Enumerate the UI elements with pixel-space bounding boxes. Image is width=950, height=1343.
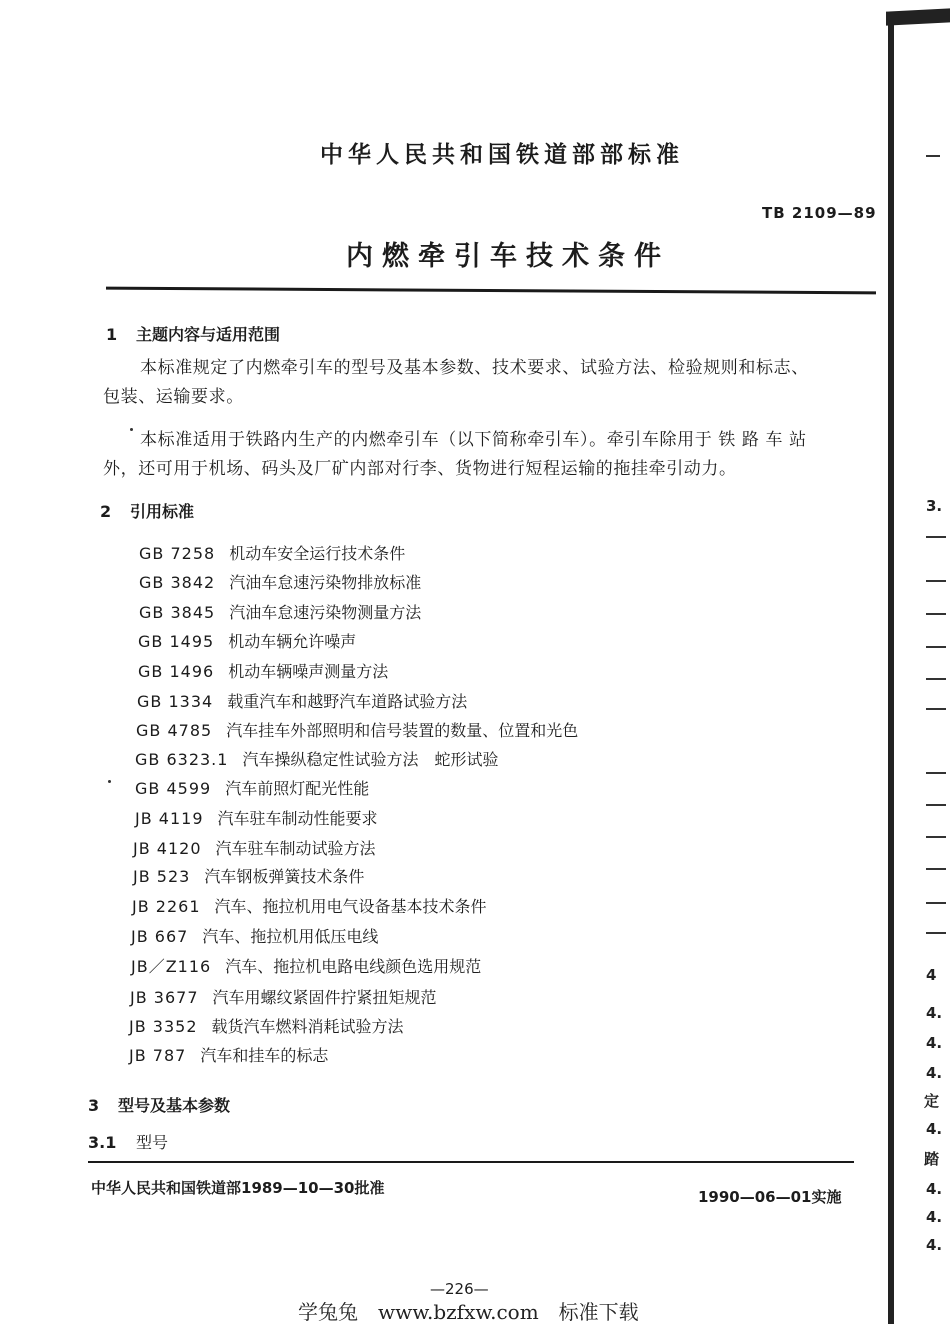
reference-item (131, 954, 481, 977)
edge-mark (926, 804, 946, 806)
reference-item (135, 776, 369, 799)
reference-code: GB 1334 (137, 692, 214, 711)
reference-item (139, 600, 421, 623)
edge-mark (926, 678, 946, 680)
edge-mark (926, 613, 946, 615)
reference-item (137, 689, 467, 712)
edge-label: 踏 (924, 1150, 940, 1168)
reference-item (129, 1043, 328, 1066)
edge-mark (926, 708, 946, 710)
reference-title: 机动车辆允许噪声 (228, 632, 357, 651)
edge-label: 4. (926, 1004, 943, 1022)
edge-label: 4. (926, 1120, 943, 1138)
section-2-number: 2 (100, 502, 112, 521)
reference-title: 载货汽车燃料消耗试验方法 (211, 1017, 404, 1036)
section-1-para-1-line-1: 本标准规定了内燃牵引车的型号及基本参数、技术要求、试验方法、检验规则和标志、 (140, 358, 809, 378)
reference-code: JB 2261 (132, 897, 201, 916)
document-title: 内燃牵引车技术条件 (346, 241, 670, 272)
page-number: —226— (430, 1280, 489, 1298)
bottom-rule (88, 1161, 854, 1163)
reference-title: 机动车安全运行技术条件 (229, 544, 406, 563)
reference-code: JB 4119 (135, 809, 204, 828)
reference-code: JB 4120 (133, 839, 202, 858)
reference-code: JB 667 (131, 927, 189, 946)
edge-label: 定 (924, 1092, 940, 1110)
section-1-number: 1 (106, 325, 118, 344)
top-rule (106, 287, 876, 295)
reference-code: GB 1495 (138, 632, 215, 651)
edge-label: 4 (926, 966, 937, 984)
reference-code: JB 523 (133, 867, 191, 886)
reference-item (136, 718, 578, 741)
reference-item (133, 836, 376, 859)
reference-title: 机动车辆噪声测量方法 (228, 662, 389, 681)
reference-title: 汽车和挂车的标志 (200, 1046, 329, 1065)
edge-mark (926, 772, 946, 774)
section-2-title: 引用标准 (130, 502, 195, 521)
edge-mark (926, 932, 946, 934)
section-3-1-heading (88, 1130, 168, 1153)
section-2-heading (100, 499, 194, 522)
edge-label: 4. (926, 1034, 943, 1052)
org-title: 中华人民共和国铁道部部标准 (320, 142, 684, 168)
reference-code: GB 3845 (139, 603, 216, 622)
reference-title: 汽车挂车外部照明和信号装置的数量、位置和光色 (226, 721, 579, 740)
reference-item (139, 570, 421, 593)
reference-item (130, 985, 437, 1008)
adjacent-page-binding (888, 14, 894, 1324)
reference-item (132, 894, 487, 917)
section-1-heading (106, 322, 280, 345)
reference-item (139, 541, 405, 564)
reference-title: 汽油车怠速污染物排放标准 (229, 573, 422, 592)
reference-code: GB 7258 (139, 544, 216, 563)
reference-item (138, 659, 388, 682)
scan-speck (130, 428, 133, 431)
section-3-heading (88, 1093, 230, 1116)
edge-mark (926, 646, 946, 648)
section-3-number: 3 (88, 1096, 100, 1115)
edge-mark (926, 902, 946, 904)
reference-code: GB 4599 (135, 779, 212, 798)
reference-title: 汽车操纵稳定性试验方法 蛇形试验 (242, 750, 499, 769)
section-3-1-title: 型号 (136, 1133, 169, 1152)
adjacent-page-edge (886, 8, 950, 25)
edge-label: 4. (926, 1208, 943, 1226)
approval-line: 中华人民共和国铁道部1989—10—30批准 (91, 1179, 385, 1197)
reference-code: GB 3842 (139, 573, 216, 592)
section-3-1-number: 3.1 (88, 1133, 117, 1152)
section-1-title: 主题内容与适用范围 (136, 325, 281, 344)
reference-item (138, 629, 356, 652)
reference-title: 汽车前照灯配光性能 (225, 779, 370, 798)
edge-mark (926, 580, 946, 582)
edge-mark (926, 155, 940, 157)
reference-code: JB／Z116 (131, 957, 212, 976)
reference-title: 汽油车怠速污染物测量方法 (229, 603, 422, 622)
reference-title: 汽车、拖拉机用电气设备基本技术条件 (214, 897, 487, 916)
reference-code: GB 6323.1 (135, 750, 229, 769)
reference-title: 汽车驻车制动试验方法 (215, 839, 376, 858)
reference-code: JB 3352 (129, 1017, 198, 1036)
reference-item (135, 806, 378, 829)
scan-speck (108, 780, 111, 783)
reference-item (133, 864, 364, 887)
section-1-para-1-line-2: 包装、运输要求。 (103, 387, 244, 407)
reference-code: GB 4785 (136, 721, 213, 740)
edge-label: 4. (926, 1064, 943, 1082)
reference-title: 汽车驻车制动性能要求 (217, 809, 378, 828)
reference-item (131, 924, 378, 947)
effective-date: 1990—06—01实施 (698, 1188, 842, 1206)
edge-label: 4. (926, 1236, 943, 1254)
reference-title: 汽车钢板弹簧技术条件 (204, 867, 365, 886)
watermark: 学兔兔 www.bzfxw.com 标准下载 (298, 1300, 639, 1324)
reference-title: 汽车、拖拉机电路电线颜色选用规范 (225, 957, 482, 976)
reference-item (129, 1014, 404, 1037)
reference-title: 汽车、拖拉机用低压电线 (202, 927, 379, 946)
reference-item (135, 747, 498, 770)
edge-mark (926, 536, 946, 538)
reference-code: JB 3677 (130, 988, 199, 1007)
section-1-para-2-line-1: 本标准适用于铁路内生产的内燃牵引车（以下简称牵引车）。牵引车除用于 铁 路 车 站 (140, 430, 807, 450)
reference-code: GB 1496 (138, 662, 215, 681)
standard-code: TB 2109—89 (762, 204, 877, 222)
reference-title: 载重汽车和越野汽车道路试验方法 (227, 692, 468, 711)
edge-label: 3. (926, 497, 943, 515)
section-1-para-2-line-2: 外，还可用于机场、码头及厂矿内部对行李、货物进行短程运输的拖挂牵引动力。 (103, 459, 737, 479)
edge-mark (926, 868, 946, 870)
edge-label: 4. (926, 1180, 943, 1198)
edge-mark (926, 836, 946, 838)
reference-title: 汽车用螺纹紧固件拧紧扭矩规范 (212, 988, 437, 1007)
reference-code: JB 787 (129, 1046, 187, 1065)
section-3-title: 型号及基本参数 (118, 1096, 231, 1115)
